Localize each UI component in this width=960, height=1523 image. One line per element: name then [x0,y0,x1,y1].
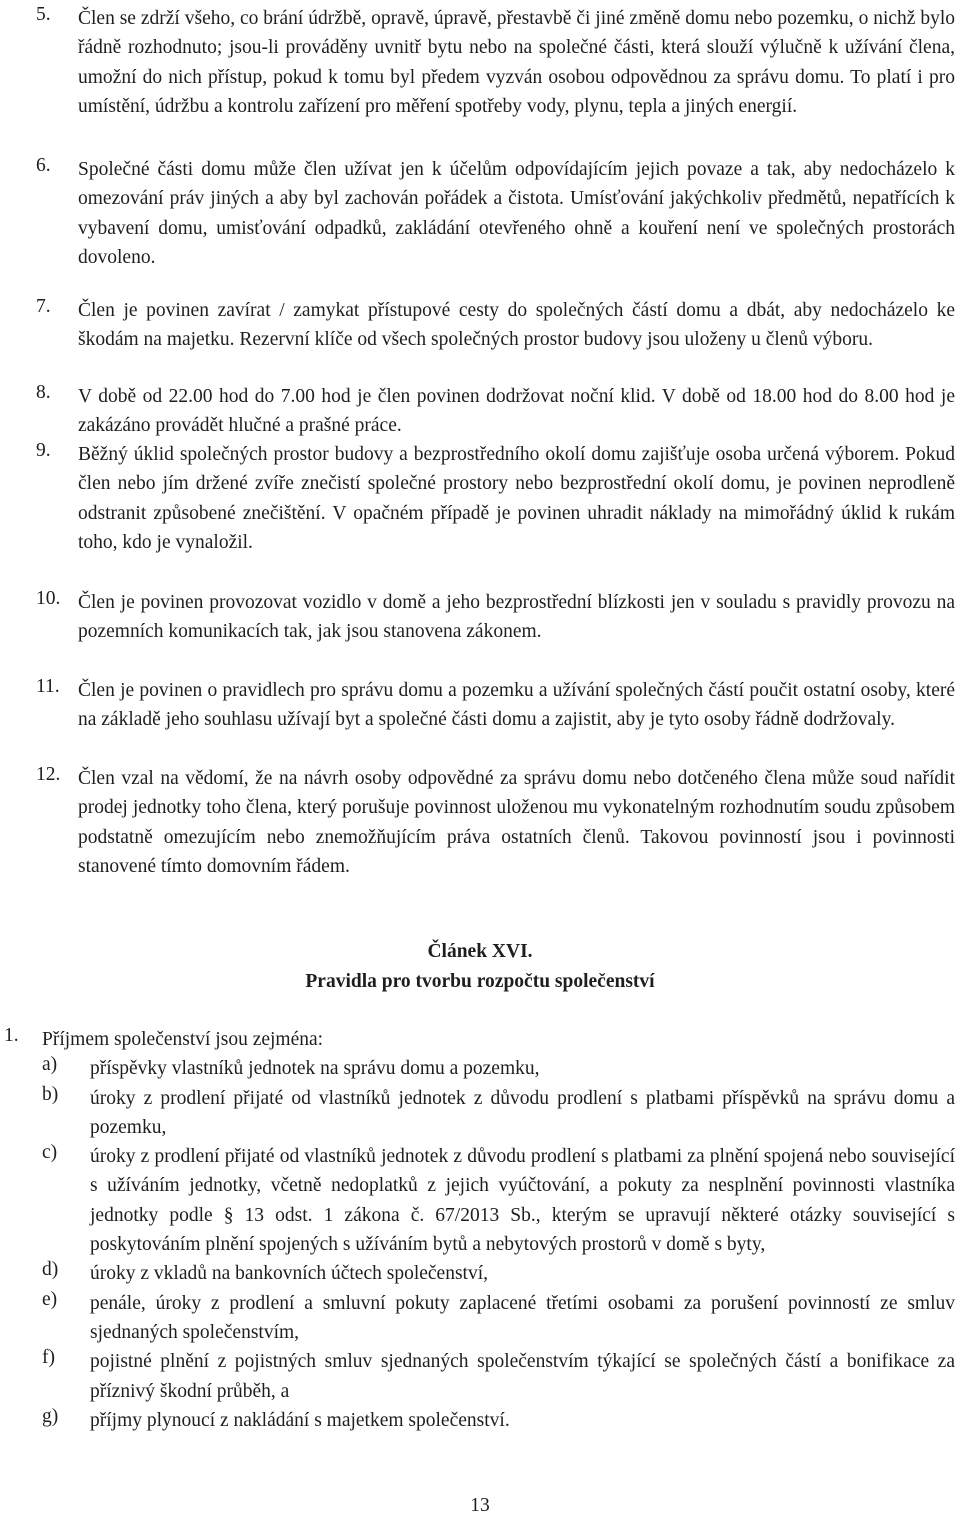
paragraph-11 [0,676,955,735]
list-item-letter: e) [42,1288,58,1310]
paragraph-12 [0,764,955,881]
paragraph-text: Člen je povinen zavírat / zamykat přístupové cesty do společných částí domu a dbát, aby nedocházelo ke škodám na majetku. Rezervní klíče od všech společných prostor budovy jsou uloženy u členů výboru. [78,300,955,351]
paragraph-7 [0,296,955,355]
paragraph-6 [0,155,955,272]
list-number: 1. [4,1025,19,1046]
paragraph-text: Člen vzal na vědomí, že na návrh osoby odpovědné za správu domu nebo dotčeného člena může soud nařídit prodej jednotky toho člena, který porušuje povinnost uloženou mu vykonatelným rozhodnutím soudu způsobem podstatně omezujícím nebo znemožňujícím práva ostatních členů. Takovou povinností jsou i povinnosti stanovené tímto domovním řádem. [78,768,955,877]
list-item-b [0,1084,955,1143]
paragraph-text: Člen je povinen provozovat vozidlo v domě a jeho bezprostřední blízkosti jen v souladu s pravidly provozu na pozemních komunikacích tak, jak jsou stanovena zákonem. [78,592,955,643]
paragraph-number: 11. [36,676,60,697]
article-number: Článek XVI. [427,941,533,962]
paragraph-5 [0,4,955,121]
paragraph-text: Běžný úklid společných prostor budovy a bezprostředního okolí domu zajišťuje osoba určená výborem. Pokud člen nebo jím držené zvíře znečistí společné prostory nebo bezprostřední okolí domu, je povinen neprodleně odstranit způsobené znečištění. V opačném případě je povinen uhradit náklady na mimořádný úklid k rukám toho, kdo je vynaložil. [78,444,955,553]
paragraph-10 [0,588,955,647]
page-number: 13 [470,1495,490,1516]
list-item-letter: g) [42,1405,59,1427]
list-item-letter: b) [42,1083,59,1105]
paragraph-text: Člen se zdrží všeho, co brání údržbě, opravě, úpravě, přestavbě či jiné změně domu nebo pozemku, o nichž bylo řádně rozhodnuto; jsou-li prováděny uvnitř bytu nebo na společné části, která slouží výlučně k užívání člena, umožní do nich přístup, pokud k tomu byl předem vyzván osobou odpovědnou za správu domu. To platí i pro umístění, údržbu a kontrolu zařízení pro měření spotřeby vody, plynu, tepla a jiných energií. [78,8,955,117]
paragraph-number: 7. [36,296,51,317]
paragraph-text: Člen je povinen o pravidlech pro správu domu a pozemku a užívání společných částí poučit ostatní osoby, které na základě jeho souhlasu užívají byt a společné části domu a zajistit, aby je tyto osoby řádně dodržovaly. [78,680,955,731]
list-item-f [0,1347,955,1406]
list-item-text: úroky z prodlení přijaté od vlastníků jednotek z důvodu prodlení s platbami za plnění spojená nebo související s užíváním jednotky, včetně nedoplatků z jejich vyúčtování, a pokuty za nesplnění povinnosti vlastníka jednotky podle § 13 odst. 1 zákona č. 67/2013 Sb., kterým se upravují některé otázky související s poskytováním plnění spojených s užíváním bytů a nebytových prostorů v domě s byty, [90,1146,955,1256]
paragraph-number: 9. [36,440,51,461]
list-item-text: pojistné plnění z pojistných smluv sjednaných společenstvím týkající se společných částí a bonifikace za příznivý škodní průběh, a [90,1351,955,1402]
paragraph-number: 12. [36,764,61,785]
list-item-c [0,1142,955,1259]
list-item-text: úroky z vkladů na bankovních účtech společenství, [90,1263,489,1285]
list-item-text: příjmy plynoucí z nakládání s majetkem společenství. [90,1409,510,1431]
list-item-letter: f) [42,1347,55,1369]
article-heading [0,937,960,997]
paragraph-number: 5. [36,4,51,25]
paragraph-8 [0,382,955,441]
paragraph-text: V době od 22.00 hod do 7.00 hod je člen povinen dodržovat noční klid. V době od 18.00 hod do 8.00 hod je zakázáno provádět hlučné a prašné práce. [78,386,955,437]
list-item-letter: a) [42,1054,58,1076]
article-title: Pravidla pro tvorbu rozpočtu společenství [305,971,655,992]
income-list [0,1025,955,1435]
paragraph-number: 6. [36,155,51,176]
list-item-text: příspěvky vlastníků jednotek na správu domu a pozemku, [90,1058,540,1080]
paragraph-9 [0,440,955,557]
paragraph-number: 10. [36,588,61,609]
list-item-letter: d) [42,1259,59,1281]
paragraph-number: 8. [36,382,51,403]
list-item-text: penále, úroky z prodlení a smluvní pokuty zaplacené třetími osobami za porušení povinností ze smluv sjednaných společenstvím, [90,1292,955,1343]
list-item-e [0,1289,955,1348]
list-item-g [0,1406,955,1435]
list-item-text: úroky z prodlení přijaté od vlastníků jednotek z důvodu prodlení s platbami příspěvků na správu domu a pozemku, [90,1087,955,1138]
list-item-a [0,1054,955,1083]
paragraph-text: Společné části domu může člen užívat jen k účelům odpovídajícím jejich povaze a tak, aby nedocházelo k omezování práv jiných a aby byl zachován pořádek a čistota. Umísťování jakýchkoliv předmětů, nepatřících k vybavení domu, umisťování odpadků, zakládání otevřeného ohně a kouření není ve společných prostorách dovoleno. [78,159,955,268]
list-intro: Příjmem společenství jsou zejména: [42,1029,324,1050]
list-item-d [0,1259,955,1288]
list-item-letter: c) [42,1142,58,1164]
